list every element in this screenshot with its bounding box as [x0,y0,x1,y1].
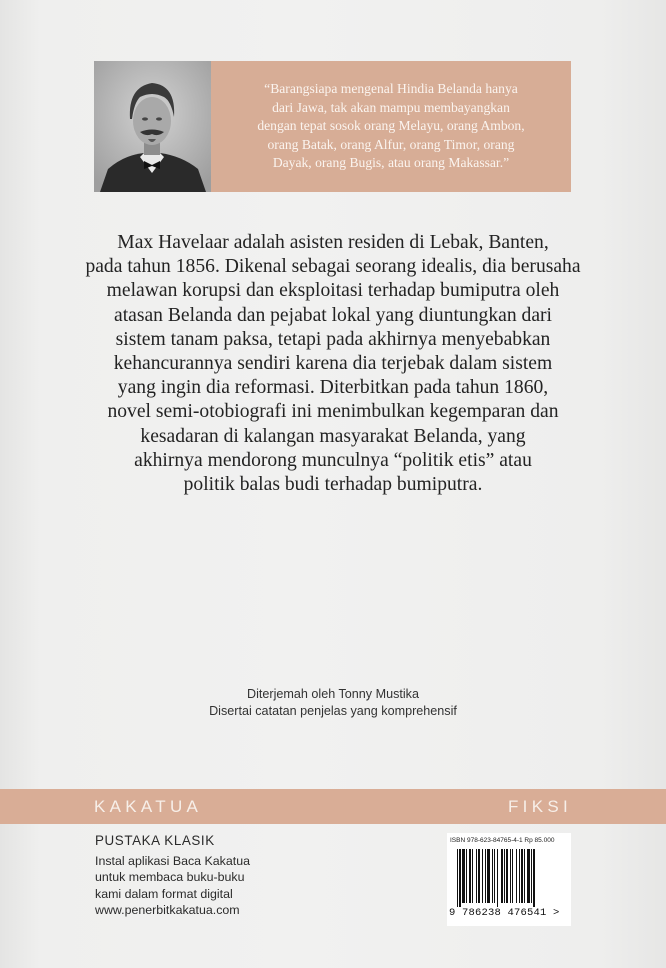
publisher-name: KAKATUA [94,797,203,816]
isbn-barcode [447,833,571,926]
isbn-price-line: ISBN 978-623-84765-4-1 Rp 85.000 [450,837,555,844]
quote-box [211,61,571,192]
author-quote [243,80,538,172]
book-category: FIKSI [507,797,572,816]
synopsis-line: sistem tanam paksa, tetapi pada akhirnya menyebabkan [115,328,551,350]
barcode-digits: 9 786238 476541 > [449,907,560,919]
synopsis-line: akhirnya mendorong munculnya “politik etis” atau [134,449,532,471]
portrait-image [94,61,211,192]
synopsis-line: melawan korupsi dan eksploitasi terhadap bumiputra oleh [106,280,560,302]
publisher-website: www.penerbitkakatua.com [95,902,240,917]
quote-line: Dayak, orang Bugis, atau orang Makassar.” [272,155,510,171]
synopsis-line: politik balas budi terhadap bumiputra. [183,474,483,496]
synopsis-line: yang ingin dia reformasi. Diterbitkan pada tahun 1860, [117,377,549,399]
quote-line: dengan tepat sosok orang Melayu, orang Ambon, [257,118,525,134]
publisher-band [0,789,666,824]
translation-credits [150,686,516,720]
series-name: PUSTAKA KLASIK [95,833,215,848]
synopsis-line: Max Havelaar adalah asisten residen di Lebak, Banten, [117,232,549,253]
synopsis-line: novel semi-otobiografi ini menimbulkan kegemparan dan [107,401,559,423]
promo-line: untuk membaca buku-buku [95,870,245,885]
synopsis-line: kesadaran di kalangan masyarakat Belanda, yang [140,425,526,447]
author-portrait [94,61,211,192]
synopsis-line: atasan Belanda dan pejabat lokal yang diuntungkan dari [114,304,552,326]
quote-line: “Barangsiapa mengenal Hindia Belanda hanya [264,81,518,97]
notes-credit: Disertai catatan penjelas yang komprehensif [209,704,457,718]
quote-line: dari Jawa, tak akan mampu membayangkan [272,99,510,115]
promo-line: Instal aplikasi Baca Kakatua [95,854,250,868]
book-synopsis [40,231,626,497]
quote-line: orang Batak, orang Alfur, orang Timor, orang [267,136,515,152]
synopsis-line: pada tahun 1856. Dikenal sebagai seorang idealis, dia berusaha [85,256,581,278]
synopsis-line: kehancurannya sendiri karena dia terjebak dalam sistem [113,353,553,375]
promo-line: kami dalam format digital [95,886,233,901]
barcode-icon [447,847,571,907]
translator-credit: Diterjemah oleh Tonny Mustika [247,687,419,701]
app-promo [95,853,315,918]
